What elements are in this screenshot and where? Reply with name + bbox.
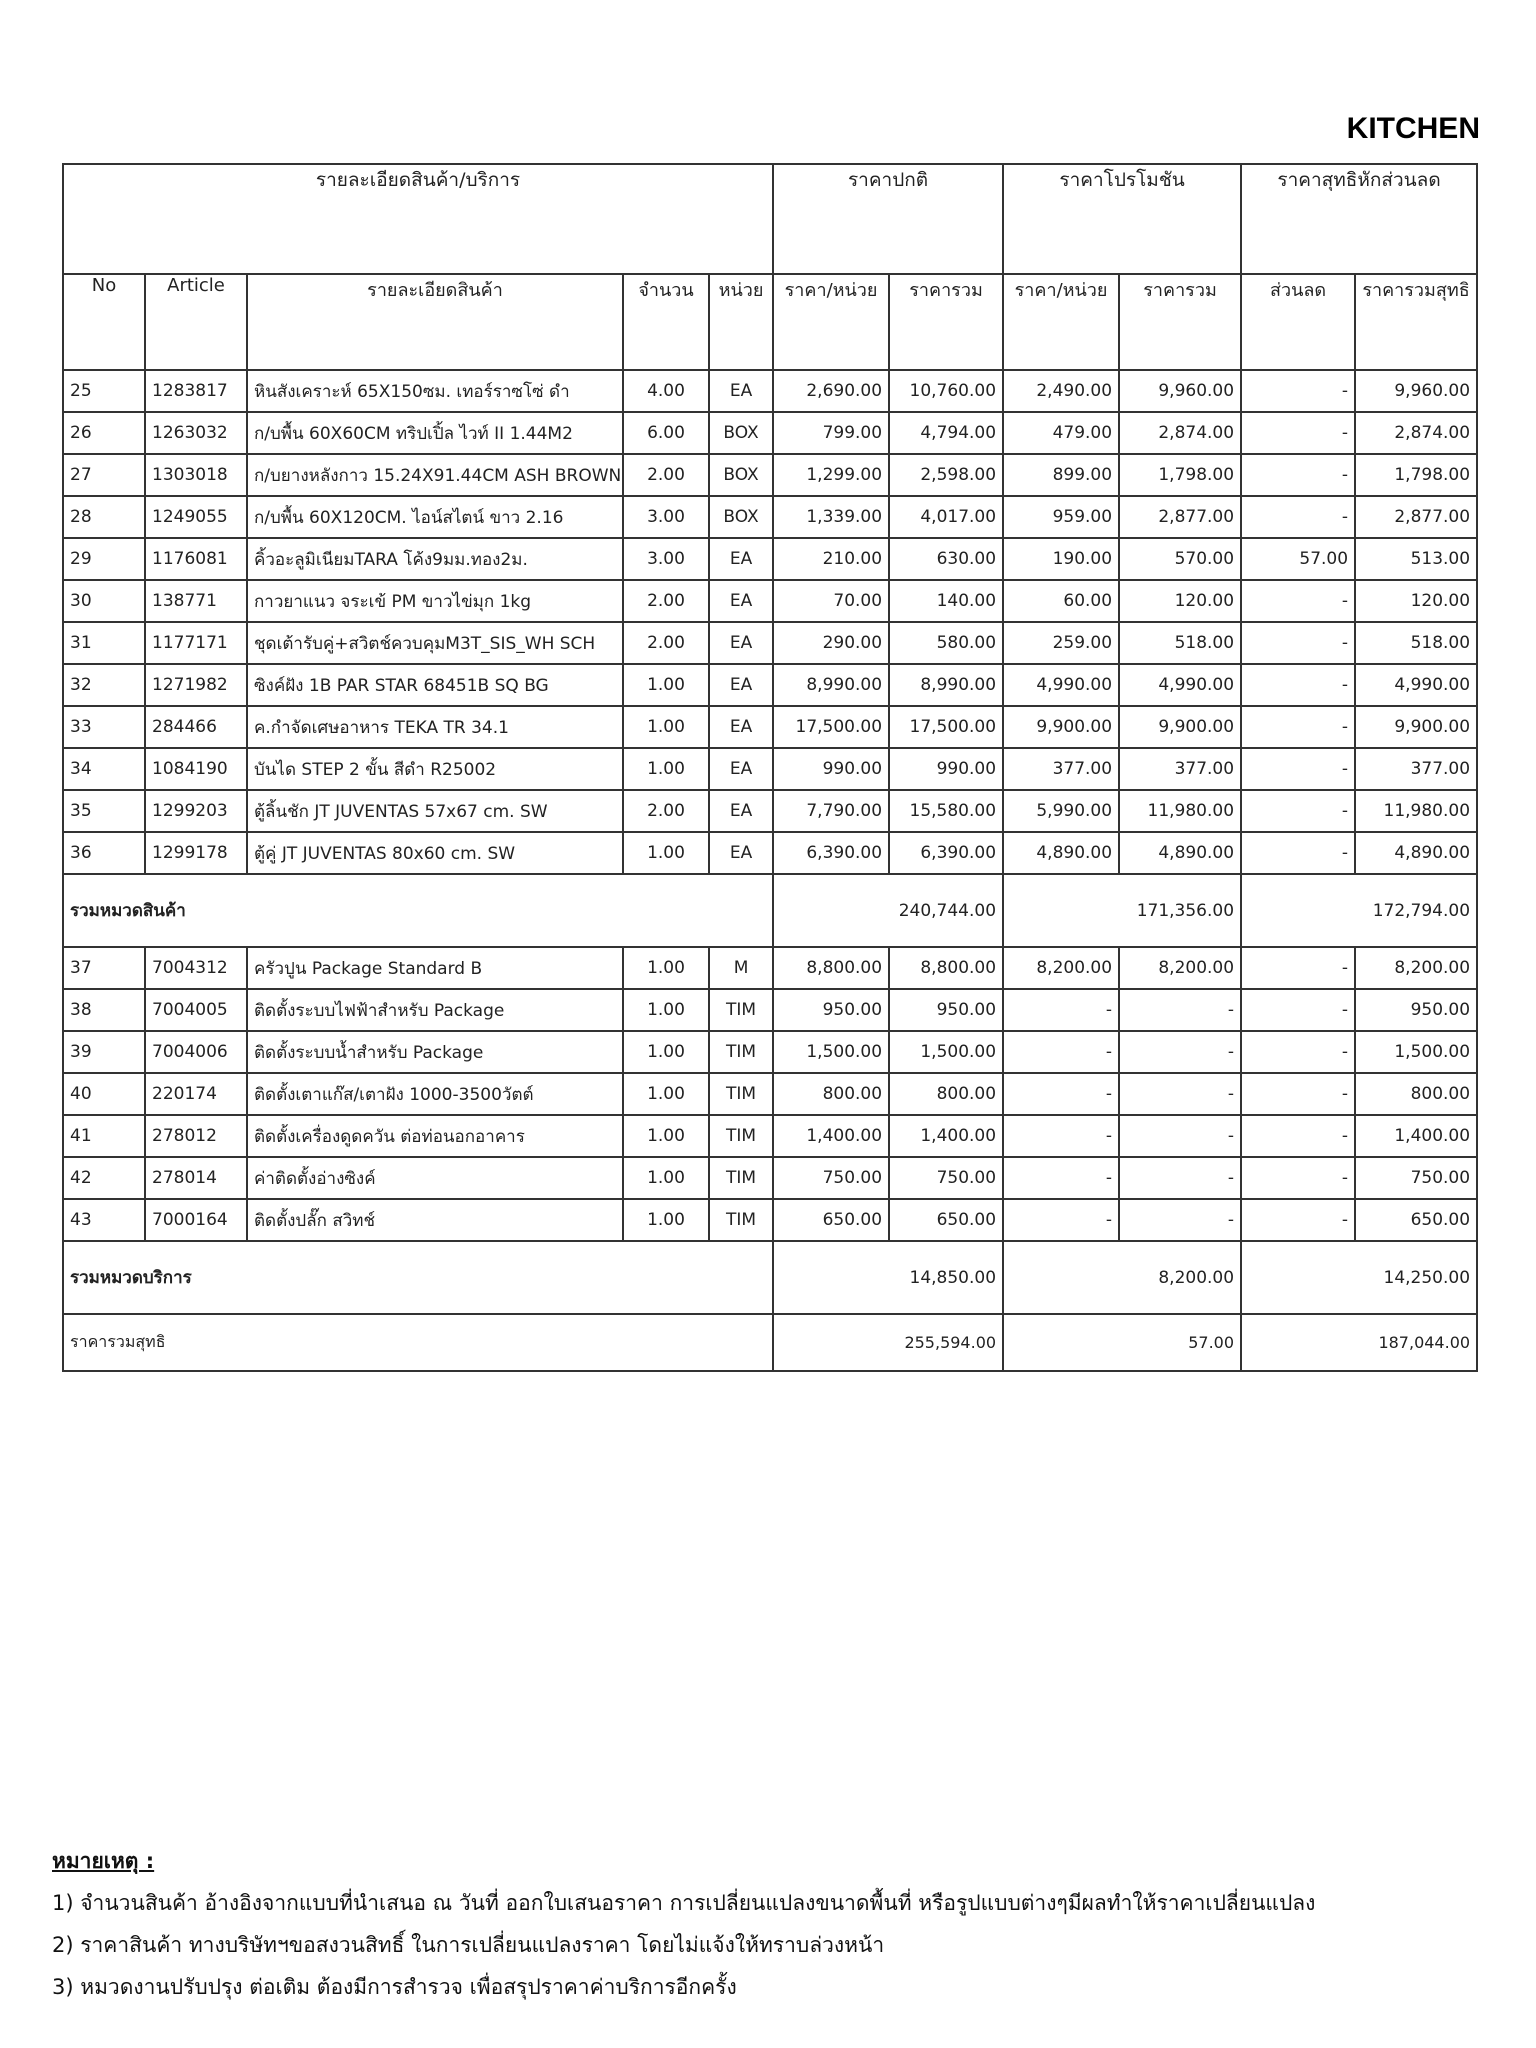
table-row [63,580,1477,622]
cell-description: ซิงค์ฝัง 1B PAR STAR 68451B SQ BG [247,664,623,706]
cell-net-total: 750.00 [1355,1157,1477,1199]
cell-qty: 1.00 [623,664,709,706]
cell-price-total: 4,794.00 [889,412,1003,454]
cell-qty: 1.00 [623,1073,709,1115]
cell-article: 1283817 [145,370,247,412]
cell-description: ครัวปูน Package Standard B [247,947,623,989]
header-discount: ส่วนลด [1241,274,1355,370]
cell-price-total: 15,580.00 [889,790,1003,832]
table-row [63,454,1477,496]
cell-promo-unit: - [1003,1199,1119,1241]
cell-promo-unit: - [1003,1115,1119,1157]
cell-description: ติดตั้งระบบน้ำสำหรับ Package [247,1031,623,1073]
cell-net-total: 650.00 [1355,1199,1477,1241]
cell-promo-unit: - [1003,1157,1119,1199]
cell-article: 1177171 [145,622,247,664]
cell-description: ตู้คู่ JT JUVENTAS 80x60 cm. SW [247,832,623,874]
cell-discount: - [1241,454,1355,496]
cell-qty: 1.00 [623,989,709,1031]
note-item: 2) ราคาสินค้า ทางบริษัทฯขอสงวนสิทธิ์ ในการเปลี่ยนแปลงราคา โดยไม่แจ้งให้ทราบล่วงหน้า [52,1933,885,1957]
cell-unit: EA [709,370,773,412]
cell-discount: - [1241,748,1355,790]
cell-promo-unit: 190.00 [1003,538,1119,580]
cell-price-total: 800.00 [889,1073,1003,1115]
note-item: 1) จำนวนสินค้า อ้างอิงจากแบบที่นำเสนอ ณ วันที่ ออกใบเสนอราคา การเปลี่ยนแปลงขนาดพื้นที่ หรือรูปแบบต่างๆมีผลทำให้ราคาเปลี่ยนแปลง [52,1891,1316,1915]
cell-article: 1271982 [145,664,247,706]
cell-promo-unit: 9,900.00 [1003,706,1119,748]
cell-qty: 2.00 [623,622,709,664]
cell-no: 28 [63,496,145,538]
cell-unit: TIM [709,1073,773,1115]
cell-price-unit: 6,390.00 [773,832,889,874]
cell-description: ชุดเต้ารับคู่+สวิตช์ควบคุมM3T_SIS_WH SCH [247,622,623,664]
cell-article: 7004312 [145,947,247,989]
cell-unit: EA [709,538,773,580]
cell-unit: TIM [709,1199,773,1241]
cell-promo-unit: 4,990.00 [1003,664,1119,706]
cell-promo-unit: - [1003,1031,1119,1073]
table-row [63,1115,1477,1157]
cell-price-unit: 799.00 [773,412,889,454]
cell-discount: - [1241,1073,1355,1115]
cell-discount: - [1241,1115,1355,1157]
cell-no: 25 [63,370,145,412]
cell-description: หินสังเคราะห์ 65X150ซม. เทอร์ราซโซ่ ดำ [247,370,623,412]
cell-article: 1303018 [145,454,247,496]
cell-unit: EA [709,622,773,664]
cell-promo-unit: - [1003,1073,1119,1115]
cell-price-total: 650.00 [889,1199,1003,1241]
cell-price-total: 10,760.00 [889,370,1003,412]
header-price-total: ราคารวม [889,274,1003,370]
cell-promo-unit: 60.00 [1003,580,1119,622]
product-subtotal-row [63,874,1477,947]
cell-promo-total: 120.00 [1119,580,1241,622]
column-header-row [63,274,1477,370]
cell-unit: EA [709,580,773,622]
cell-promo-unit: 259.00 [1003,622,1119,664]
cell-unit: EA [709,832,773,874]
cell-discount: - [1241,370,1355,412]
quotation-table [62,163,1478,1372]
cell-price-unit: 800.00 [773,1073,889,1115]
cell-price-unit: 8,800.00 [773,947,889,989]
cell-no: 36 [63,832,145,874]
table-row [63,1073,1477,1115]
cell-no: 40 [63,1073,145,1115]
cell-unit: TIM [709,1157,773,1199]
cell-promo-total: - [1119,1031,1241,1073]
cell-qty: 3.00 [623,538,709,580]
cell-discount: - [1241,496,1355,538]
cell-net-total: 518.00 [1355,622,1477,664]
cell-qty: 1.00 [623,1157,709,1199]
cell-net-total: 1,500.00 [1355,1031,1477,1073]
cell-promo-total: 11,980.00 [1119,790,1241,832]
cell-discount: - [1241,664,1355,706]
cell-qty: 4.00 [623,370,709,412]
cell-qty: 1.00 [623,748,709,790]
cell-net-total: 4,890.00 [1355,832,1477,874]
cell-unit: BOX [709,496,773,538]
cell-promo-total: 4,890.00 [1119,832,1241,874]
cell-qty: 3.00 [623,496,709,538]
cell-discount: - [1241,832,1355,874]
cell-article: 7000164 [145,1199,247,1241]
service-subtotal-row [63,1241,1477,1314]
grand-total-label: ราคารวมสุทธิ [63,1314,773,1371]
cell-net-total: 9,900.00 [1355,706,1477,748]
cell-article: 284466 [145,706,247,748]
table-row [63,496,1477,538]
cell-promo-total: 1,798.00 [1119,454,1241,496]
service-rows [63,947,1477,1241]
cell-net-total: 120.00 [1355,580,1477,622]
cell-price-total: 140.00 [889,580,1003,622]
cell-description: ติดตั้งเตาแก๊ส/เตาฝัง 1000-3500วัตต์ [247,1073,623,1115]
cell-article: 1263032 [145,412,247,454]
cell-description: บันได STEP 2 ขั้น สีดำ R25002 [247,748,623,790]
cell-price-total: 950.00 [889,989,1003,1031]
cell-price-unit: 290.00 [773,622,889,664]
header-promo-unit: ราคา/หน่วย [1003,274,1119,370]
cell-unit: EA [709,664,773,706]
grand-total-amount: 255,594.00 [773,1314,1003,1371]
cell-promo-total: - [1119,989,1241,1031]
cell-article: 7004005 [145,989,247,1031]
cell-no: 43 [63,1199,145,1241]
cell-unit: EA [709,706,773,748]
cell-description: ติดตั้งระบบไฟฟ้าสำหรับ Package [247,989,623,1031]
cell-unit: TIM [709,989,773,1031]
cell-article: 1176081 [145,538,247,580]
cell-description: ค่าติดตั้งอ่างซิงค์ [247,1157,623,1199]
cell-promo-total: 9,960.00 [1119,370,1241,412]
cell-unit: M [709,947,773,989]
cell-no: 27 [63,454,145,496]
notes-heading: หมายเหตุ : [52,1849,155,1873]
cell-no: 32 [63,664,145,706]
cell-price-unit: 2,690.00 [773,370,889,412]
product-rows [63,370,1477,874]
cell-article: 1084190 [145,748,247,790]
cell-article: 138771 [145,580,247,622]
cell-net-total: 8,200.00 [1355,947,1477,989]
product-subtotal-net: 172,794.00 [1241,874,1477,947]
group-header-row [63,164,1477,274]
cell-description: ก/บพื้น 60X120CM. ไอน์สไตน์ ขาว 2.16 [247,496,623,538]
product-subtotal-promo: 171,356.00 [1003,874,1241,947]
cell-discount: - [1241,989,1355,1031]
cell-qty: 2.00 [623,580,709,622]
cell-promo-total: 2,877.00 [1119,496,1241,538]
cell-no: 31 [63,622,145,664]
cell-qty: 1.00 [623,832,709,874]
cell-net-total: 513.00 [1355,538,1477,580]
cell-no: 37 [63,947,145,989]
cell-net-total: 11,980.00 [1355,790,1477,832]
cell-net-total: 2,874.00 [1355,412,1477,454]
cell-price-total: 4,017.00 [889,496,1003,538]
cell-promo-total: - [1119,1073,1241,1115]
cell-no: 30 [63,580,145,622]
notes-section [52,1840,1492,2008]
cell-discount: - [1241,1157,1355,1199]
table-row [63,1199,1477,1241]
table-row [63,947,1477,989]
cell-qty: 2.00 [623,454,709,496]
table-row [63,989,1477,1031]
cell-price-total: 1,500.00 [889,1031,1003,1073]
header-no: No [63,274,145,370]
header-normal-price-group: ราคาปกติ [773,164,1003,274]
cell-promo-unit: 8,200.00 [1003,947,1119,989]
header-article: Article [145,274,247,370]
cell-no: 29 [63,538,145,580]
cell-unit: EA [709,748,773,790]
cell-discount: - [1241,1199,1355,1241]
cell-promo-total: 518.00 [1119,622,1241,664]
header-net-total: ราคารวมสุทธิ [1355,274,1477,370]
cell-discount: - [1241,790,1355,832]
cell-qty: 1.00 [623,947,709,989]
header-qty: จำนวน [623,274,709,370]
table-row [63,370,1477,412]
cell-article: 7004006 [145,1031,247,1073]
cell-promo-total: - [1119,1157,1241,1199]
cell-discount: - [1241,706,1355,748]
cell-price-total: 6,390.00 [889,832,1003,874]
cell-description: ติดตั้งเครื่องดูดควัน ต่อท่อนอกอาคาร [247,1115,623,1157]
cell-price-unit: 8,990.00 [773,664,889,706]
cell-qty: 1.00 [623,1199,709,1241]
cell-price-unit: 950.00 [773,989,889,1031]
product-subtotal-label: รวมหมวดสินค้า [63,874,773,947]
table-row [63,748,1477,790]
table-row [63,1031,1477,1073]
cell-price-unit: 210.00 [773,538,889,580]
cell-article: 278012 [145,1115,247,1157]
cell-article: 220174 [145,1073,247,1115]
cell-no: 34 [63,748,145,790]
cell-net-total: 800.00 [1355,1073,1477,1115]
cell-net-total: 2,877.00 [1355,496,1477,538]
page-title: KITCHEN [1346,112,1480,145]
cell-promo-unit: 2,490.00 [1003,370,1119,412]
table-row [63,538,1477,580]
cell-price-total: 1,400.00 [889,1115,1003,1157]
cell-description: ค.กำจัดเศษอาหาร TEKA TR 34.1 [247,706,623,748]
header-detail-group: รายละเอียดสินค้า/บริการ [63,164,773,274]
cell-price-unit: 650.00 [773,1199,889,1241]
header-unit: หน่วย [709,274,773,370]
cell-article: 1299203 [145,790,247,832]
cell-net-total: 4,990.00 [1355,664,1477,706]
cell-promo-unit: 479.00 [1003,412,1119,454]
cell-promo-unit: 4,890.00 [1003,832,1119,874]
cell-description: ก/บพื้น 60X60CM ทริปเปิ้ล ไวท์ II 1.44M2 [247,412,623,454]
cell-discount: - [1241,580,1355,622]
cell-description: คิ้วอะลูมิเนียมTARA โค้ง9มม.ทอง2ม. [247,538,623,580]
cell-promo-total: 4,990.00 [1119,664,1241,706]
header-price-unit: ราคา/หน่วย [773,274,889,370]
cell-unit: BOX [709,412,773,454]
cell-net-total: 9,960.00 [1355,370,1477,412]
cell-discount: - [1241,412,1355,454]
cell-no: 26 [63,412,145,454]
cell-promo-total: - [1119,1115,1241,1157]
cell-price-total: 630.00 [889,538,1003,580]
grand-total-discount: 57.00 [1003,1314,1241,1371]
cell-price-unit: 7,790.00 [773,790,889,832]
grand-total-net: 187,044.00 [1241,1314,1477,1371]
cell-price-unit: 17,500.00 [773,706,889,748]
note-item: 3) หมวดงานปรับปรุง ต่อเติม ต้องมีการสำรวจ เพื่อสรุปราคาค่าบริการอีกครั้ง [52,1975,737,1999]
header-promo-total: ราคารวม [1119,274,1241,370]
cell-qty: 1.00 [623,1115,709,1157]
cell-promo-unit: - [1003,989,1119,1031]
cell-no: 39 [63,1031,145,1073]
cell-promo-unit: 377.00 [1003,748,1119,790]
cell-net-total: 377.00 [1355,748,1477,790]
cell-description: ตู้ลิ้นชัก JT JUVENTAS 57x67 cm. SW [247,790,623,832]
cell-unit: BOX [709,454,773,496]
cell-promo-total: 377.00 [1119,748,1241,790]
cell-discount: - [1241,1031,1355,1073]
cell-article: 278014 [145,1157,247,1199]
cell-price-total: 8,990.00 [889,664,1003,706]
table-row [63,622,1477,664]
cell-price-unit: 750.00 [773,1157,889,1199]
cell-no: 33 [63,706,145,748]
cell-article: 1249055 [145,496,247,538]
service-subtotal-net: 14,250.00 [1241,1241,1477,1314]
cell-qty: 1.00 [623,706,709,748]
header-net-price-group: ราคาสุทธิหักส่วนลด [1241,164,1477,274]
table-row [63,832,1477,874]
cell-price-total: 750.00 [889,1157,1003,1199]
cell-price-total: 17,500.00 [889,706,1003,748]
cell-unit: TIM [709,1031,773,1073]
cell-discount: - [1241,947,1355,989]
cell-price-total: 990.00 [889,748,1003,790]
table-row [63,790,1477,832]
cell-net-total: 950.00 [1355,989,1477,1031]
table-row [63,664,1477,706]
cell-price-unit: 1,299.00 [773,454,889,496]
table-row [63,412,1477,454]
cell-description: กาวยาแนว จระเข้ PM ขาวไข่มุก 1kg [247,580,623,622]
cell-description: ก/บยางหลังกาว 15.24X91.44CM ASH BROWN [247,454,623,496]
cell-price-total: 8,800.00 [889,947,1003,989]
header-description: รายละเอียดสินค้า [247,274,623,370]
service-subtotal-promo: 8,200.00 [1003,1241,1241,1314]
cell-price-unit: 1,339.00 [773,496,889,538]
table-row [63,1157,1477,1199]
cell-net-total: 1,400.00 [1355,1115,1477,1157]
cell-no: 35 [63,790,145,832]
service-subtotal-label: รวมหมวดบริการ [63,1241,773,1314]
cell-price-total: 580.00 [889,622,1003,664]
cell-unit: TIM [709,1115,773,1157]
cell-promo-unit: 899.00 [1003,454,1119,496]
cell-no: 38 [63,989,145,1031]
cell-price-unit: 70.00 [773,580,889,622]
cell-description: ติดตั้งปลั๊ก สวิทช์ [247,1199,623,1241]
cell-promo-total: 2,874.00 [1119,412,1241,454]
service-subtotal-total: 14,850.00 [773,1241,1003,1314]
cell-price-total: 2,598.00 [889,454,1003,496]
cell-qty: 1.00 [623,1031,709,1073]
cell-promo-total: 9,900.00 [1119,706,1241,748]
cell-qty: 2.00 [623,790,709,832]
cell-net-total: 1,798.00 [1355,454,1477,496]
grand-total-row [63,1314,1477,1371]
table-row [63,706,1477,748]
cell-discount: - [1241,622,1355,664]
cell-article: 1299178 [145,832,247,874]
header-promo-price-group: ราคาโปรโมชัน [1003,164,1241,274]
cell-price-unit: 1,400.00 [773,1115,889,1157]
cell-discount: 57.00 [1241,538,1355,580]
cell-qty: 6.00 [623,412,709,454]
cell-promo-unit: 5,990.00 [1003,790,1119,832]
cell-price-unit: 1,500.00 [773,1031,889,1073]
cell-promo-total: - [1119,1199,1241,1241]
cell-unit: EA [709,790,773,832]
cell-price-unit: 990.00 [773,748,889,790]
cell-promo-total: 8,200.00 [1119,947,1241,989]
product-subtotal-total: 240,744.00 [773,874,1003,947]
cell-promo-unit: 959.00 [1003,496,1119,538]
cell-no: 42 [63,1157,145,1199]
cell-promo-total: 570.00 [1119,538,1241,580]
cell-no: 41 [63,1115,145,1157]
